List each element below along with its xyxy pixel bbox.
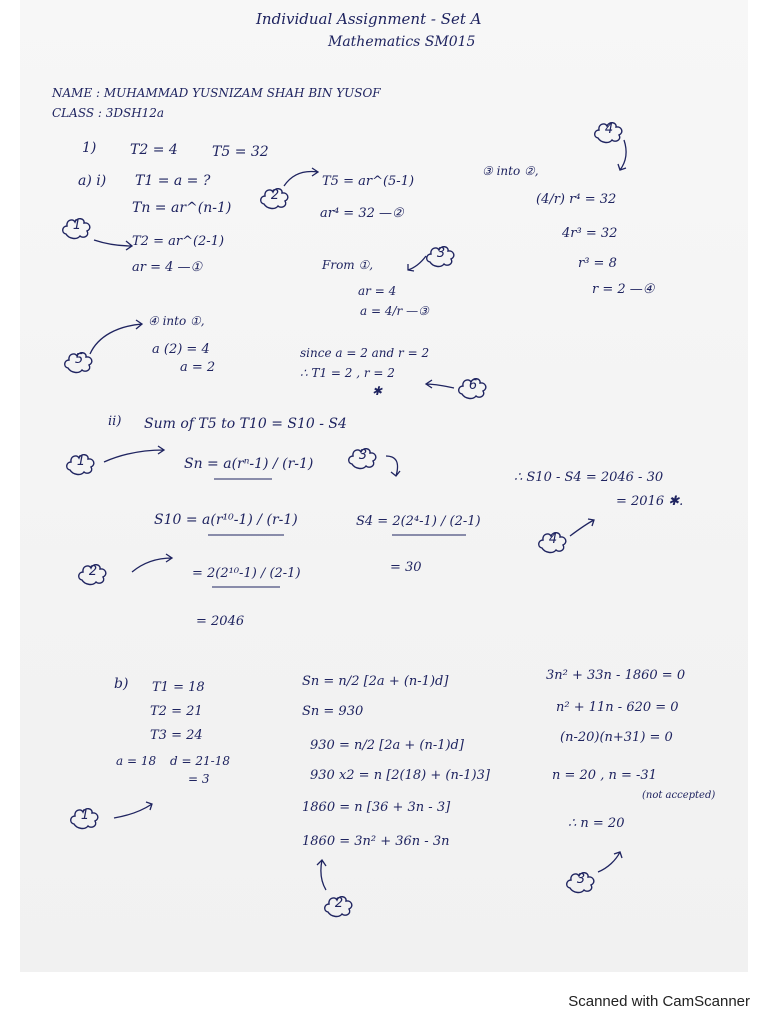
- step3-line-3: a = 4/r —③: [360, 304, 429, 318]
- a-i-line-3: T2 = ar^(2-1): [132, 234, 225, 249]
- s4-line-2: = 30: [390, 560, 422, 575]
- sn-formula: Sn = a(rⁿ-1) / (r-1): [184, 456, 314, 472]
- arrow-down-icon: [614, 138, 634, 174]
- b-term-2: T2 = 21: [150, 704, 203, 719]
- arrow-right-icon-2: [102, 444, 168, 466]
- arrow-left-icon: [422, 378, 456, 394]
- step6-line-2: ∴ T1 = 2 , r = 2: [300, 366, 395, 380]
- b-step-2: Sn = 930: [302, 704, 364, 719]
- arrow-right-icon-3: [112, 798, 158, 822]
- step-cloud-3: 3: [424, 242, 458, 270]
- a-ii-result-1: ∴ S10 - S4 = 2046 - 30: [514, 470, 664, 485]
- step-cloud-4: 4: [592, 118, 626, 146]
- fraction-bar-s4: [392, 532, 472, 538]
- part-a-ii-label: ii): [108, 414, 122, 429]
- step-cloud-1: 1: [60, 214, 94, 242]
- step-cloud-5: 5: [62, 348, 96, 376]
- arrow-up-right-icon-4: [568, 516, 598, 540]
- step4-line-5: r = 2 —④: [592, 282, 655, 297]
- ii-cloud-2: 2: [76, 560, 110, 588]
- s4-line-1: S4 = 2(2⁴-1) / (2-1): [356, 514, 481, 529]
- b-a-value: a = 18: [116, 754, 157, 768]
- a-i-line-2: Tn = ar^(n-1): [132, 200, 232, 216]
- step5-line-3: a = 2: [180, 360, 216, 375]
- step2-line-1: T5 = ar^(5-1): [322, 174, 415, 189]
- step5-line-1: ④ into ①,: [148, 314, 205, 328]
- step-cloud-6: 6: [456, 374, 490, 402]
- scanner-watermark: Scanned with CamScanner: [568, 993, 750, 1010]
- b-d-result: = 3: [188, 772, 210, 786]
- assignment-subtitle: Mathematics SM015: [328, 34, 476, 50]
- step2-line-2: ar⁴ = 32 —②: [320, 206, 404, 221]
- q1-given-t2: T2 = 4: [130, 142, 178, 158]
- part-b-label: b): [114, 676, 129, 692]
- s10-line-1: S10 = a(r¹⁰-1) / (r-1): [154, 512, 298, 528]
- assignment-title: Individual Assignment - Set A: [256, 10, 482, 28]
- step4-line-1: ③ into ②,: [482, 164, 539, 178]
- b-solve-note: (not accepted): [642, 790, 716, 801]
- b-step-4: 930 x2 = n [2(18) + (n-1)3]: [310, 768, 490, 783]
- fraction-bar: [178, 476, 278, 482]
- b-step-1: Sn = n/2 [2a + (n-1)d]: [302, 674, 449, 689]
- b-step-6: 1860 = 3n² + 36n - 3n: [302, 834, 450, 849]
- b-step-3: 930 = n/2 [2a + (n-1)d]: [310, 738, 464, 753]
- arrow-right-icon: [92, 234, 136, 254]
- student-name: NAME : MUHAMMAD YUSNIZAM SHAH BIN YUSOF: [52, 86, 381, 100]
- step-cloud-2: 2: [258, 184, 292, 212]
- b-solve-5: ∴ n = 20: [568, 816, 625, 831]
- a-i-line-4: ar = 4 —①: [132, 260, 203, 275]
- step5-line-2: a (2) = 4: [152, 342, 210, 357]
- ii-cloud-1: 1: [64, 450, 98, 478]
- b-d-value: d = 21-18: [170, 754, 230, 768]
- q1-number: 1): [82, 140, 97, 156]
- b-solve-3: (n-20)(n+31) = 0: [560, 730, 673, 745]
- part-a-i-label: a) i): [78, 173, 107, 189]
- step4-line-4: r³ = 8: [578, 256, 617, 271]
- b-term-1: T1 = 18: [152, 680, 205, 695]
- step6-star: ✱: [372, 384, 383, 398]
- step3-line-1: From ①,: [322, 258, 374, 272]
- arrow-curve-down-icon: [382, 452, 404, 480]
- a-ii-result-2: = 2016 ✱.: [616, 494, 684, 509]
- arrow-up-right-icon-5: [596, 848, 626, 876]
- b-cloud-2: 2: [322, 892, 356, 920]
- arrow-up-right-icon-2: [86, 318, 146, 358]
- scanned-page: [20, 0, 748, 972]
- ii-cloud-4: 4: [536, 528, 570, 556]
- fraction-bar-s10-b: [212, 584, 292, 590]
- arrow-down-left-icon: [404, 252, 428, 274]
- step3-line-2: ar = 4: [358, 284, 397, 298]
- ii-cloud-3: 3: [346, 444, 380, 472]
- a-i-line-1: T1 = a = ?: [135, 173, 211, 189]
- step4-line-2: (4/r) r⁴ = 32: [536, 192, 617, 207]
- b-term-3: T3 = 24: [150, 728, 203, 743]
- step4-line-3: 4r³ = 32: [562, 226, 618, 241]
- b-solve-2: n² + 11n - 620 = 0: [556, 700, 679, 715]
- a-ii-heading: Sum of T5 to T10 = S10 - S4: [144, 416, 347, 432]
- b-cloud-3: 3: [564, 868, 598, 896]
- arrow-up-right-icon-3: [130, 552, 176, 576]
- arrow-up-right-icon: [282, 166, 322, 190]
- arrow-up-icon: [314, 856, 334, 892]
- b-solve-4: n = 20 , n = -31: [552, 768, 657, 783]
- b-solve-1: 3n² + 33n - 1860 = 0: [546, 668, 686, 683]
- fraction-bar-s10: [208, 532, 288, 538]
- step6-line-1: since a = 2 and r = 2: [300, 346, 430, 360]
- q1-given-t5: T5 = 32: [212, 144, 269, 160]
- b-step-5: 1860 = n [36 + 3n - 3]: [302, 800, 451, 815]
- s10-line-2: = 2(2¹⁰-1) / (2-1): [192, 566, 301, 581]
- s10-line-3: = 2046: [196, 614, 245, 629]
- b-cloud-1: 1: [68, 804, 102, 832]
- student-class: CLASS : 3DSH12a: [52, 106, 165, 120]
